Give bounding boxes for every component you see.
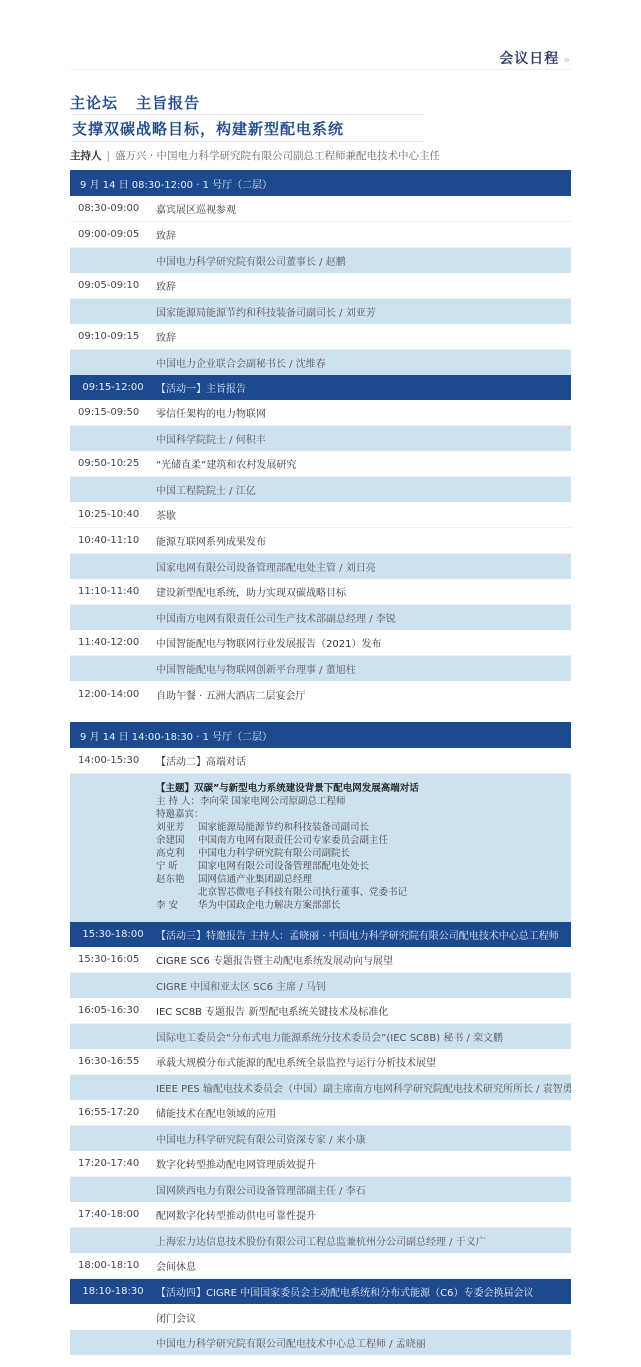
speaker-row [70,350,571,375]
content-cell: 【活动四】CIGRE 中国国家委员会主动配电系统和分布式能源（C6）专委会换届会议 [156,1288,534,1299]
agenda-row [70,273,571,299]
divider [72,141,424,142]
agenda-row [70,324,571,350]
content-cell: 致辞 [156,231,176,242]
panel-guest [156,860,571,873]
host-value: 盛万兴 · 中国电力科学研究院有限公司副总工程师兼配电技术中心主任 [115,150,441,162]
time-cell: 09:15-09:50 [78,407,140,418]
content-cell: 国家能源局能源节约和科技装备司副司长 / 刘亚芳 [156,308,376,319]
content-cell: 【活动三】特邀报告 主持人：孟晓丽 · 中国电力科学研究院有限公司配电技术中心总工程师 [156,931,559,942]
content-cell: 承载大规模分布式能源的配电系统全景监控与运行分析技术展望 [156,1058,436,1069]
content-cell: CIGRE 中国和亚太区 SC6 主席 / 马钊 [156,982,326,993]
content-cell: 储能技术在配电领域的应用 [156,1109,276,1120]
day-header [70,170,571,196]
time-cell: 10:25-10:40 [78,509,140,520]
host-label: 主持人 [70,150,102,162]
content-cell: 闭门会议 [156,1313,196,1325]
content-cell: IEC SC8B 专题报告 新型配电系统关键技术及标准化 [156,1007,389,1018]
guest-title: 北京智芯微电子科技有限公司执行董事、党委书记 [198,887,408,898]
speaker-row [70,973,571,998]
panel-guest [156,886,571,899]
content-cell: 数字化转型推动配电网管理质效提升 [156,1160,316,1171]
double-chevron-right-icon: » [563,53,571,66]
time-cell: 11:40-12:00 [78,637,140,648]
time-cell: 16:05-16:30 [78,1005,140,1016]
content-cell: 【活动一】主旨报告 [156,384,246,395]
agenda-row [70,1100,571,1126]
panel-guest [156,821,571,834]
agenda-row [70,1253,571,1279]
host-line [70,148,440,163]
agenda-row [70,451,571,477]
guest-name: 高克利 [156,848,185,859]
time-cell: 17:20-17:40 [78,1158,140,1169]
panel-guest [156,847,571,860]
content-cell: 中国电力科学研究院有限公司董事长 / 赵鹏 [156,257,346,268]
guest-name [156,886,198,899]
time-cell: 11:10-11:40 [78,586,140,597]
content-cell: 中国南方电网有限责任公司生产技术部副总经理 / 李锐 [156,614,396,625]
content-cell: 中国智能配电与物联网创新平台理事 / 董旭柱 [156,665,356,676]
time-cell: 08:30-09:00 [78,203,140,214]
divider [72,114,424,115]
panel-theme: 【主题】双碳”与新型电力系统建设背景下配电网发展高端对话 [156,783,419,794]
content-cell: 上海宏力达信息技术股份有限公司工程总监兼杭州分公司副总经理 / 于义广 [156,1237,486,1248]
panel-guests-label: 特邀嘉宾： [156,809,204,820]
content-cell: 中国工程院院士 / 江亿 [156,486,256,497]
content-cell: 配网数字化转型推动供电可靠性提升 [156,1211,316,1222]
activity-header [70,375,571,400]
time-cell: 09:10-09:15 [78,331,140,342]
content-cell: 会间休息 [156,1262,196,1273]
speaker-row [70,1024,571,1049]
divider [70,69,572,70]
agenda-row [70,998,571,1024]
guest-title: 中国电力科学研究院有限公司副院长 [198,848,351,859]
panel-moderator: 主 持 人：李向荣 国家电网公司原副总工程师 [156,796,346,807]
content-cell: 中国电力企业联合会副秘书长 / 沈维春 [156,359,326,370]
content-cell: 致辞 [156,333,176,344]
forum-title-sub: 主旨报告 [136,94,201,112]
content-cell: 9 月 14 日 08:30-12:00 · 1 号厅（二层） [80,179,273,191]
time-cell: 16:55-17:20 [78,1107,140,1118]
guest-name: 刘亚芳 [156,822,185,833]
time-cell: 18:10-18:30 [82,1286,144,1297]
agenda-row [70,1202,571,1228]
forum-subtitle: 支撑双碳战略目标，构建新型配电系统 [72,120,345,138]
agenda-row [70,681,571,707]
agenda-row [70,947,571,973]
content-cell: 国际电工委员会“分布式电力能源系统分技术委员会”(IEC SC8B) 秘书 / 栾文鹏 [156,1033,504,1044]
agenda-row [70,748,571,774]
guest-title: 华为中国政企电力解决方案部部长 [198,900,341,911]
content-cell: 【活动二】高端对话 [156,757,246,768]
speaker-row [70,1126,571,1151]
guest-title: 国家电网有限公司设备管理部配电处处长 [198,861,370,872]
panel-guest [156,899,571,912]
agenda-link[interactable] [499,48,571,68]
guest-title: 国网信通产业集团副总经理 [198,874,313,885]
agenda-row [70,1049,571,1075]
content-cell: 能源互联网系列成果发布 [156,537,266,548]
guest-name: 赵东艳 [156,874,185,885]
agenda-link-label: 会议日程 [499,51,560,67]
agenda-row [70,196,571,222]
time-cell: 12:00-14:00 [78,688,140,700]
content-cell: 致辞 [156,282,176,293]
content-cell: 茶歇 [156,511,176,522]
guest-title: 中国南方电网有限责任公司专家委员会副主任 [198,835,389,846]
guest-title: 国家能源局能源节约和科技装备司副司长 [198,822,370,833]
content-cell: 9 月 14 日 14:00-18:30 · 1 号厅（二层） [80,731,273,743]
content-cell: 国家电网有限公司设备管理部配电处主管 / 刘日亮 [156,563,376,574]
time-cell: 14:00-15:30 [78,755,140,766]
content-cell: “光储直柔”建筑和农村发展研究 [156,460,297,471]
time-cell: 16:30-16:55 [78,1056,140,1067]
agenda-row [70,222,571,248]
speaker-row [70,1075,571,1100]
spacer [70,707,571,722]
speaker-row [70,1330,571,1355]
time-cell: 09:05-09:10 [78,280,140,291]
forum-title-main: 主论坛 [70,94,119,112]
speaker-row [70,605,571,630]
content-cell: 零信任架构的电力物联网 [156,409,266,420]
agenda-row [70,1151,571,1177]
content-cell: 中国科学院院士 / 何积丰 [156,435,266,446]
content-cell: CIGRE SC6 专题报告暨主动配电系统发展动向与展望 [156,956,393,967]
time-cell: 09:00-09:05 [78,229,140,240]
content-cell: 建设新型配电系统，助力实现双碳战略目标 [156,588,346,599]
panel-details [70,774,571,922]
forum-title [70,92,200,113]
activity-header [70,1279,571,1304]
agenda-row [70,502,571,528]
content-cell: 自助午餐 · 五洲大酒店二层宴会厅 [156,690,306,702]
speaker-row [70,656,571,681]
content-cell: 嘉宾展区巡视参观 [156,205,236,216]
time-cell: 10:40-11:10 [78,535,140,546]
activity-header [70,922,571,947]
agenda-row [70,528,571,554]
agenda-row [70,630,571,656]
content-cell: 中国智能配电与物联网行业发展报告（2021）发布 [156,639,382,650]
speaker-row [70,1228,571,1253]
content-cell: 国网陕西电力有限公司设备管理部副主任 / 李石 [156,1186,366,1197]
time-cell: 09:50-10:25 [78,458,140,469]
content-cell: IEEE PES 输配电技术委员会（中国）副主席南方电网科学研究院配电技术研究所所长 / 袁智勇 [156,1084,573,1095]
panel-guest [156,834,571,847]
host-separator: | [106,150,111,162]
speaker-row [70,477,571,502]
speaker-row [70,426,571,451]
panel-guest [156,873,571,886]
content-cell: 中国电力科学研究院有限公司资深专家 / 来小康 [156,1135,366,1146]
guest-name: 李 安 [156,900,179,911]
time-cell: 18:00-18:10 [78,1260,140,1271]
speaker-row [70,299,571,324]
time-cell: 15:30-16:05 [78,954,140,965]
time-cell: 17:40-18:00 [78,1209,140,1220]
speaker-row [70,248,571,273]
time-cell: 09:15-12:00 [82,382,144,393]
guest-name: 宁 昕 [156,861,179,872]
schedule-table [70,170,571,1355]
agenda-row [70,1304,571,1330]
time-cell: 15:30-18:00 [82,929,144,940]
agenda-row [70,579,571,605]
day-header [70,722,571,748]
agenda-row [70,400,571,426]
speaker-row [70,1177,571,1202]
guest-name: 余建国 [156,835,185,846]
speaker-row [70,554,571,579]
content-cell: 中国电力科学研究院有限公司配电技术中心总工程师 / 孟晓丽 [156,1339,426,1350]
